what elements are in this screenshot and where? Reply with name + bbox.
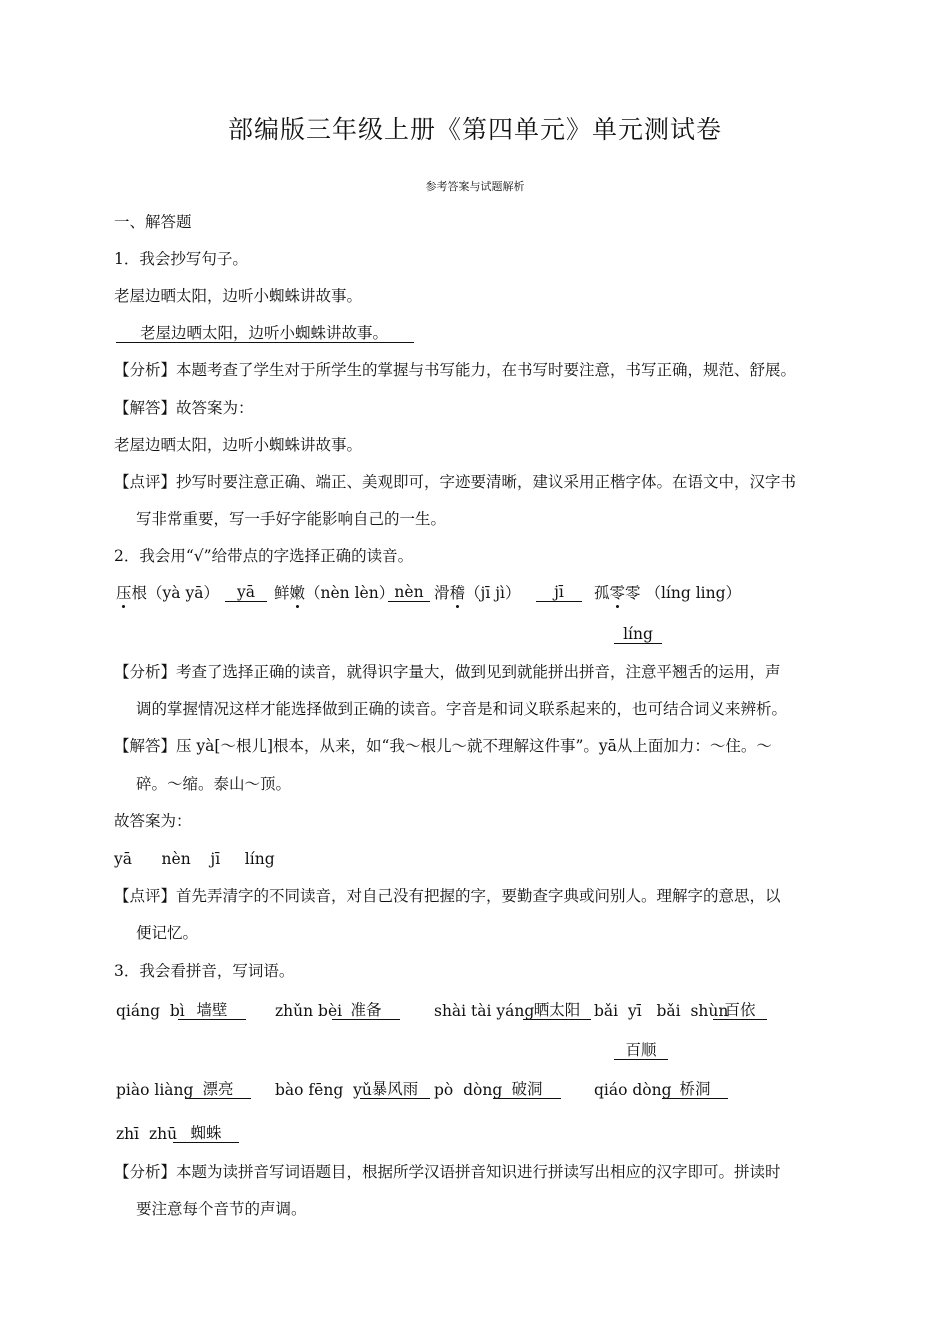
q2-solution-line1: 【解答】压 yà[～根儿]根本，从来，如“我～根儿～就不理解这件事”。yā从上面加力：～住。～ — [114, 737, 772, 755]
q1-analysis: 【分析】本题考查了学生对于所学生的掌握与书写能力，在书写时要注意，书写正确，规范、舒展。 — [114, 361, 797, 379]
q3-pinyin: zhǔn bèi — [275, 1002, 343, 1020]
q3-pinyin: piào liàng — [116, 1081, 194, 1099]
dotted-char: 零 — [609, 584, 626, 602]
q3-row1 — [0, 1001, 950, 1023]
q2-item: 孤零零 （líng ling） — [594, 584, 742, 602]
q2-answer-blank: yā — [225, 583, 267, 602]
q3-analysis-line1: 【分析】本题为读拼音写词语题目，根据所学汉语拼音知识进行拼读写出相应的汉字即可。拼读时 — [114, 1163, 781, 1181]
q1-answer: 老屋边晒太阳，边听小蜘蛛讲故事。 — [116, 324, 414, 343]
q2-answer-label: 故答案为： — [114, 812, 192, 830]
q1-comment-line1: 【点评】抄写时要注意正确、端正、美观即可，字迹要清晰，建议采用正楷字体。在语文中，汉字书 — [114, 473, 797, 491]
q3-answer-blank-cont: 百顺 — [614, 1041, 668, 1060]
q3-continued-line — [614, 1040, 668, 1060]
q3-row3 — [0, 1124, 950, 1146]
q3-stem: 3．我会看拼音，写词语。 — [114, 962, 295, 980]
q2-analysis-line2: 调的掌握情况这样才能选择做到正确的读音。字音是和词义联系起来的，也可结合词义来辨析。 — [136, 700, 788, 718]
q2-analysis-line1: 【分析】考查了选择正确的读音，就得识字量大，做到见到就能拼出拼音，注意平翘舌的运用，声 — [114, 663, 781, 681]
q2-solution-line2: 碎。～缩。泰山～顶。 — [136, 775, 292, 793]
q2-item: 滑稽（jī jì） — [434, 584, 521, 602]
q1-solution: 老屋边晒太阳，边听小蜘蛛讲故事。 — [114, 436, 363, 454]
q2-item: 压根（yà yā） — [116, 584, 219, 602]
q3-pinyin: qiáng bì — [116, 1002, 185, 1020]
q2-items-row — [0, 583, 950, 605]
q2-stem: 2．我会用“√”给带点的字选择正确的读音。 — [114, 547, 414, 565]
q2-comment-line2: 便记忆。 — [136, 924, 199, 942]
q2-answer-blank: jī — [536, 583, 582, 602]
q3-answer-blank: 漂亮 — [185, 1080, 251, 1099]
q3-answer-blank: 破洞 — [493, 1080, 561, 1099]
q3-answer-blank: 蜘蛛 — [173, 1124, 239, 1143]
q3-answer-blank: 墙壁 — [178, 1001, 246, 1020]
q2-last-answer-line — [614, 624, 662, 644]
q3-answer-blank: 晒太阳 — [523, 1001, 591, 1020]
q2-answer-blank: nèn — [388, 583, 430, 602]
dotted-char: 嫩 — [289, 584, 306, 602]
q3-pinyin: qiáo dòng — [594, 1081, 672, 1099]
q1-stem: 1．我会抄写句子。 — [114, 250, 248, 268]
q2-answers: yā nèn jī líng — [114, 850, 275, 868]
q3-pinyin: pò dòng — [434, 1081, 503, 1099]
page-title: 部编版三年级上册《第四单元》单元测试卷 — [227, 115, 722, 144]
q3-analysis-line2: 要注意每个音节的声调。 — [136, 1200, 307, 1218]
q1-sentence: 老屋边晒太阳，边听小蜘蛛讲故事。 — [114, 287, 363, 305]
q2-comment-line1: 【点评】首先弄清字的不同读音，对自己没有把握的字，要勤查字典或问别人。理解字的意思，以 — [114, 887, 781, 905]
q3-answer-blank: 准备 — [332, 1001, 400, 1020]
q3-answer-blank: 百依 — [713, 1001, 767, 1020]
q3-pinyin: bǎi yī bǎi shùn — [594, 1002, 729, 1020]
q3-pinyin: zhī zhū — [116, 1125, 178, 1143]
q1-comment-line2: 写非常重要，写一手好字能影响自己的一生。 — [136, 510, 447, 528]
q3-answer-blank: 暴风雨 — [360, 1080, 430, 1099]
dotted-char: 稽 — [449, 584, 466, 602]
page-subtitle: 参考答案与试题解析 — [425, 180, 525, 193]
q1-answer-line — [116, 323, 414, 343]
section-heading: 一、解答题 — [114, 213, 192, 231]
q2-item: 鲜嫩（nèn lèn） — [274, 584, 395, 602]
q3-pinyin: shài tài yáng — [434, 1002, 535, 1020]
q3-answer-blank: 桥洞 — [662, 1080, 728, 1099]
dotted-char: 压 — [116, 584, 132, 602]
q2-answer-blank: líng — [614, 625, 662, 644]
q3-pinyin: bào fēng yǔ — [275, 1081, 372, 1099]
q1-solution-label: 【解答】故答案为： — [114, 399, 254, 417]
q3-row2 — [0, 1080, 950, 1102]
